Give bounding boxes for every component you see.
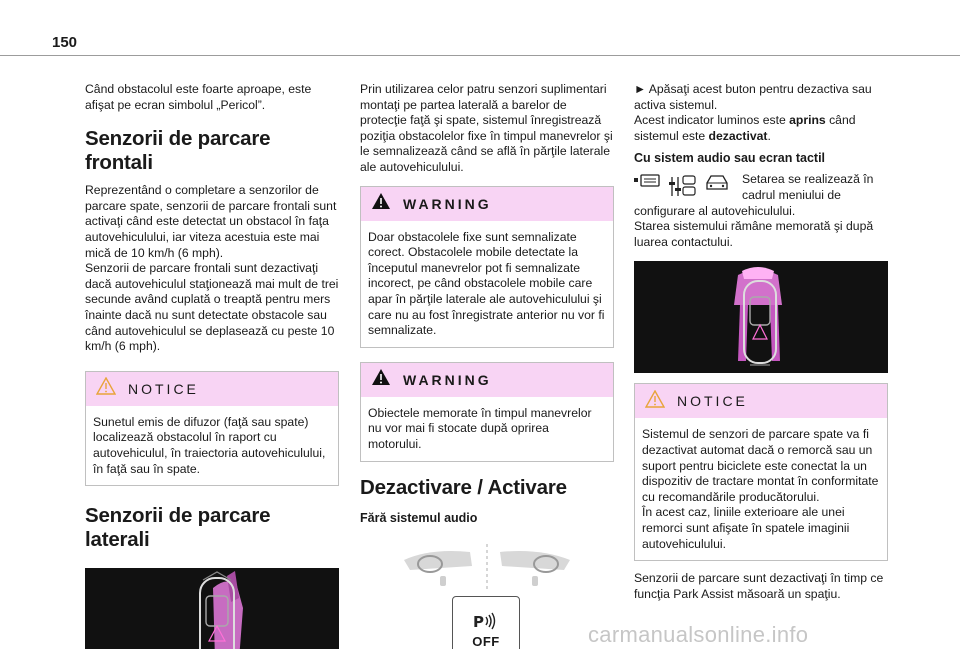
- danger-intro-text: Când obstacolul este foarte aproape, este afişat pe ecran simbolul „Pericol”.: [85, 82, 312, 112]
- heading-front-sensors: Senzorii de parcare frontali: [85, 127, 271, 175]
- heading-deactivate-activate: Dezactivare / Activare: [360, 475, 567, 499]
- vehicle-icon: [704, 174, 730, 192]
- driving-settings-icon: [668, 174, 696, 198]
- warning-box-memory: [360, 362, 614, 462]
- column-2: [360, 82, 614, 649]
- rear-sensors-image: [634, 261, 888, 373]
- warning-triangle-icon: [371, 192, 391, 215]
- menu-icon: [634, 174, 660, 188]
- notice-box-trailer: [634, 383, 888, 561]
- notice-title: NOTICE: [128, 380, 199, 397]
- header-divider: [0, 55, 960, 56]
- button-instruction-text: ► Apăsaţi acest buton pentru dezactiva sau activa sistemul. Acest indicator luminos este aprins când sistemul este dezactivat.: [634, 82, 872, 143]
- settings-text: configurare al autovehiculului. Starea sistemului rămâne memorată şi după luarea contactului.: [634, 203, 874, 249]
- column-3: [634, 82, 888, 602]
- settings-inline-text: Setarea se realizează în cadrul meniului de: [742, 172, 874, 202]
- park-sensors-off-button[interactable]: [452, 596, 520, 649]
- notice-text-trailer: Sistemul de senzori de parcare spate va fi dezactivat automat dacă o remorcă sau un suport pentru biciclete este conectat la un dispozitiv de tractare montat în conformitate cu recomandările producătorului. În acest caz, liniile exterioare ale unei remorci sunt afişate în spatele imaginii autovehiculului.: [642, 427, 879, 551]
- warning-triangle-icon: [645, 390, 665, 413]
- front-sensors-text: Reprezentând o completare a senzorilor de parcare spate, senzorii de parcare frontali sunt activaţi când este detectat un obstacol în faţa autovehiculului, iar viteza acestuia este mai mică de 10 km/h (6 mph). Senzorii de parcare frontali sunt dezactivaţi dacă autovehiculul staţionează mai mult de trei secunde având cuplată o treaptă pentru mers înainte dacă nu sunt detectate obstacole sau când autovehiculul se deplasează cu peste 10 km/h (6 mph).: [85, 183, 339, 354]
- subheading-no-audio: Fără sistemul audio: [360, 510, 478, 525]
- lateral-sensors-text: Prin utilizarea celor patru senzori suplimentari montaţi pe partea laterală a barelor de protecţie faţă şi spate, sistemul înregistrează poziţia obstacolelor fixe în timpul manevrelor şi le semnalizează când se află în părţile laterale ale autovehiculului.: [360, 82, 613, 174]
- column-1: [85, 82, 339, 649]
- off-button-label: OFF: [472, 633, 500, 649]
- warning-title: WARNING: [403, 371, 492, 388]
- site-watermark: carmanualsonline.info: [588, 622, 809, 647]
- page-number: 150: [52, 34, 78, 51]
- heading-lateral-sensors: Senzorii de parcare laterali: [85, 504, 271, 552]
- svg-text:P: P: [473, 612, 484, 631]
- subheading-audio-touchscreen: Cu sistem audio sau ecran tactil: [634, 151, 826, 166]
- warning-triangle-icon: [96, 377, 116, 400]
- lateral-sensors-image: [85, 568, 339, 649]
- dashboard-illustration: [360, 532, 614, 649]
- warning-text-fixed-obstacles: Doar obstacolele fixe sunt semnalizate corect. Obstacolele mobile detectate la începutul manevrelor pot fi semnalizate incorect, pe când obstacolele mobile care apar în părţile laterale ale autovehiculului şi care nu au fost înregistrate anterior nu vor fi semnalizate.: [368, 229, 605, 338]
- parking-sensor-icon: [471, 611, 501, 633]
- notice-text: Sunetul emis de difuzor (faţă sau spate) localizează obstacolul în raport cu autovehiculul, în traiectoria autovehiculului, în faţă sau în spate.: [93, 414, 326, 476]
- settings-icon-row: [634, 172, 888, 203]
- notice-title: NOTICE: [677, 393, 748, 410]
- warning-title: WARNING: [403, 195, 492, 212]
- warning-text-memory: Obiectele memorate în timpul manevrelor nu vor mai fi stocate după oprirea motorului.: [368, 405, 592, 451]
- warning-box-fixed-obstacles: [360, 186, 614, 348]
- warning-triangle-icon: [371, 368, 391, 391]
- park-assist-text: Senzorii de parcare sunt dezactivaţi în timp ce funcţia Park Assist măsoară un spaţiu.: [634, 571, 884, 601]
- notice-box-speaker: [85, 371, 339, 486]
- dashboard-steering-icon: [360, 536, 614, 596]
